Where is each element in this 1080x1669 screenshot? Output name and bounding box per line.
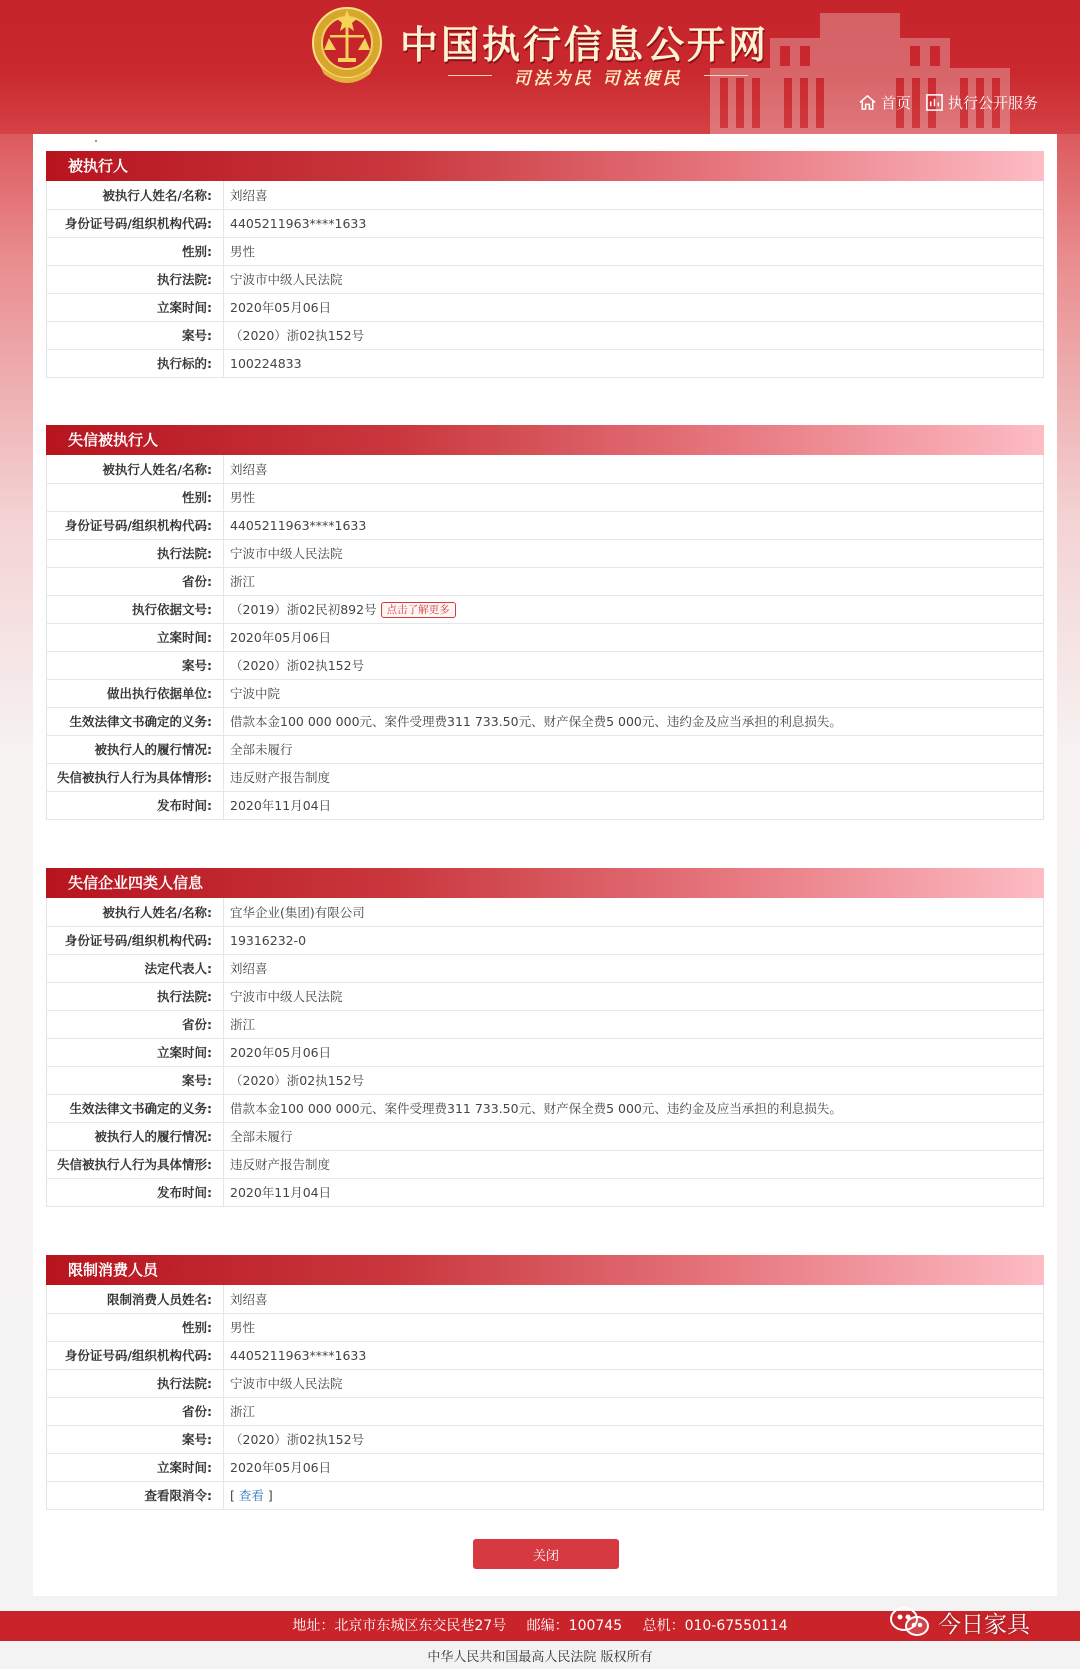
field-label: 执行依据文号: (47, 595, 224, 623)
field-value: 刘绍喜 (224, 954, 1044, 982)
decorative-dot (95, 140, 97, 142)
field-label: 限制消费人员姓名: (47, 1285, 224, 1313)
bar-chart-icon (925, 93, 944, 112)
field-value: 宜华企业(集团)有限公司 (224, 898, 1044, 926)
field-label: 身份证号码/组织机构代码: (47, 1341, 224, 1369)
main-panel (33, 134, 1057, 1596)
field-label: 立案时间: (47, 293, 224, 321)
table-row (47, 567, 1044, 595)
field-label: 被执行人姓名/名称: (47, 455, 224, 483)
field-label: 性别: (47, 237, 224, 265)
nav-public-service[interactable] (925, 92, 1038, 113)
field-value: 浙江 (224, 567, 1044, 595)
field-value: 浙江 (224, 1397, 1044, 1425)
view-restriction-order-link[interactable]: 查看 (238, 1488, 264, 1503)
table-row (47, 926, 1044, 954)
field-value: [ 查看 ] (224, 1481, 1044, 1509)
table-row (47, 1313, 1044, 1341)
slogan-row (448, 64, 748, 88)
court-emblem-icon (308, 2, 386, 88)
table-row (47, 181, 1044, 209)
field-label: 执行标的: (47, 349, 224, 377)
field-value: 男性 (224, 483, 1044, 511)
table-row (47, 1178, 1044, 1206)
info-table (46, 181, 1044, 378)
footer-postcode: 邮编：100745 (526, 1618, 623, 1634)
table-row (47, 1425, 1044, 1453)
footer-phone: 总机：010-67550114 (642, 1618, 788, 1634)
field-value: 违反财产报告制度 (224, 763, 1044, 791)
field-value: 全部未履行 (224, 1122, 1044, 1150)
field-label: 发布时间: (47, 791, 224, 819)
site-header (0, 0, 1080, 134)
field-value: 刘绍喜 (224, 1285, 1044, 1313)
field-label: 失信被执行人行为具体情形: (47, 1150, 224, 1178)
field-label: 生效法律文书确定的义务: (47, 707, 224, 735)
table-row (47, 982, 1044, 1010)
table-row (47, 623, 1044, 651)
field-label: 身份证号码/组织机构代码: (47, 209, 224, 237)
field-value: 2020年11月04日 (224, 791, 1044, 819)
field-value: 19316232-0 (224, 926, 1044, 954)
table-row (47, 954, 1044, 982)
nav-public-service-label: 执行公开服务 (947, 94, 1038, 112)
table-row (47, 1010, 1044, 1038)
field-value: 宁波市中级人民法院 (224, 539, 1044, 567)
section-title: 限制消费人员 (46, 1255, 1044, 1285)
field-value: （2020）浙02执152号 (224, 1425, 1044, 1453)
field-value: 男性 (224, 1313, 1044, 1341)
close-button[interactable]: 关闭 (473, 1539, 619, 1569)
table-row (47, 265, 1044, 293)
field-label: 执行法院: (47, 982, 224, 1010)
slogan-divider-left (448, 75, 492, 76)
table-row (47, 1066, 1044, 1094)
table-row (47, 763, 1044, 791)
field-label: 执行法院: (47, 265, 224, 293)
top-nav (858, 92, 1038, 113)
wechat-icon (888, 1605, 932, 1639)
table-row (47, 539, 1044, 567)
field-label: 省份: (47, 1397, 224, 1425)
footer-address: 地址：北京市东城区东交民巷27号 (292, 1618, 507, 1634)
info-table (46, 455, 1044, 820)
table-row (47, 455, 1044, 483)
table-row (47, 1397, 1044, 1425)
field-label: 案号: (47, 1425, 224, 1453)
field-label: 立案时间: (47, 1038, 224, 1066)
field-label: 执行法院: (47, 539, 224, 567)
field-label: 生效法律文书确定的义务: (47, 1094, 224, 1122)
section-title: 失信企业四类人信息 (46, 868, 1044, 898)
table-row (47, 237, 1044, 265)
field-value: 刘绍喜 (224, 455, 1044, 483)
field-label: 做出执行依据单位: (47, 679, 224, 707)
nav-home-label: 首页 (880, 94, 911, 112)
section-dishonest-enterprise (46, 868, 1044, 1207)
field-value: （2020）浙02执152号 (224, 1066, 1044, 1094)
field-value: 2020年05月06日 (224, 1038, 1044, 1066)
table-row (47, 293, 1044, 321)
table-row (47, 483, 1044, 511)
section-dishonest-person (46, 425, 1044, 820)
section-restricted-consumption (46, 1255, 1044, 1510)
field-value: 4405211963****1633 (224, 209, 1044, 237)
field-value: 宁波市中级人民法院 (224, 265, 1044, 293)
field-label: 被执行人的履行情况: (47, 735, 224, 763)
field-value: 2020年05月06日 (224, 623, 1044, 651)
table-row (47, 1285, 1044, 1313)
field-value: 100224833 (224, 349, 1044, 377)
field-value: （2020）浙02执152号 (224, 651, 1044, 679)
field-label: 立案时间: (47, 1453, 224, 1481)
field-value: 刘绍喜 (224, 181, 1044, 209)
table-row (47, 209, 1044, 237)
field-value: 2020年11月04日 (224, 1178, 1044, 1206)
field-label: 法定代表人: (47, 954, 224, 982)
table-row (47, 349, 1044, 377)
field-label: 被执行人姓名/名称: (47, 181, 224, 209)
home-icon (858, 93, 877, 112)
field-value: 2020年05月06日 (224, 1453, 1044, 1481)
table-row (47, 679, 1044, 707)
site-slogan: 司法为民 司法便民 (513, 69, 683, 89)
field-label: 省份: (47, 1010, 224, 1038)
field-value: 宁波中院 (224, 679, 1044, 707)
table-row (47, 1038, 1044, 1066)
field-label: 发布时间: (47, 1178, 224, 1206)
field-value: 男性 (224, 237, 1044, 265)
field-value: 宁波市中级人民法院 (224, 982, 1044, 1010)
table-row (47, 1341, 1044, 1369)
footer-copyright: 中华人民共和国最高人民法院 版权所有 (427, 1650, 653, 1665)
field-label: 案号: (47, 321, 224, 349)
section-executed-person (46, 151, 1044, 378)
slogan-divider-right (704, 75, 748, 76)
field-value: 4405211963****1633 (224, 1341, 1044, 1369)
table-row (47, 651, 1044, 679)
section-title: 被执行人 (46, 151, 1044, 181)
field-value: （2020）浙02执152号 (224, 321, 1044, 349)
field-label: 性别: (47, 1313, 224, 1341)
table-row (47, 321, 1044, 349)
field-value: 借款本金100 000 000元、案件受理费311 733.50元、财产保全费5 000元、违约金及应当承担的利息损失。 (224, 707, 1044, 735)
field-label: 执行法院: (47, 1369, 224, 1397)
table-row (47, 1150, 1044, 1178)
nav-home[interactable] (858, 92, 911, 113)
table-row (47, 898, 1044, 926)
wechat-watermark (888, 1604, 1030, 1640)
table-row (47, 791, 1044, 819)
table-row (47, 1453, 1044, 1481)
field-value: 宁波市中级人民法院 (224, 1369, 1044, 1397)
field-value: 4405211963****1633 (224, 511, 1044, 539)
table-row (47, 1481, 1044, 1509)
field-label: 身份证号码/组织机构代码: (47, 926, 224, 954)
field-label: 被执行人的履行情况: (47, 1122, 224, 1150)
field-label: 案号: (47, 651, 224, 679)
field-value: 2020年05月06日 (224, 293, 1044, 321)
field-value (224, 595, 1044, 623)
field-label: 身份证号码/组织机构代码: (47, 511, 224, 539)
basis-doc-number: （2019）浙02民初892号 (230, 601, 377, 617)
field-label: 案号: (47, 1066, 224, 1094)
field-value: 浙江 (224, 1010, 1044, 1038)
site-title: 中国执行信息公开网 (400, 23, 770, 67)
table-row (47, 735, 1044, 763)
table-row (47, 595, 1044, 623)
section-title: 失信被执行人 (46, 425, 1044, 455)
field-label: 性别: (47, 483, 224, 511)
info-table (46, 1285, 1044, 1510)
field-label: 省份: (47, 567, 224, 595)
field-label: 失信被执行人行为具体情形: (47, 763, 224, 791)
table-row (47, 707, 1044, 735)
table-row (47, 1094, 1044, 1122)
field-label: 查看限消令: (47, 1481, 224, 1509)
table-row (47, 511, 1044, 539)
field-value: 借款本金100 000 000元、案件受理费311 733.50元、财产保全费5 000元、违约金及应当承担的利息损失。 (224, 1094, 1044, 1122)
table-row (47, 1369, 1044, 1397)
learn-more-button[interactable]: 点击了解更多 (381, 602, 456, 618)
field-value: 违反财产报告制度 (224, 1150, 1044, 1178)
watermark-text: 今日家具 (938, 1611, 1030, 1638)
table-row (47, 1122, 1044, 1150)
field-label: 立案时间: (47, 623, 224, 651)
field-label: 被执行人姓名/名称: (47, 898, 224, 926)
info-table (46, 898, 1044, 1207)
field-value: 全部未履行 (224, 735, 1044, 763)
